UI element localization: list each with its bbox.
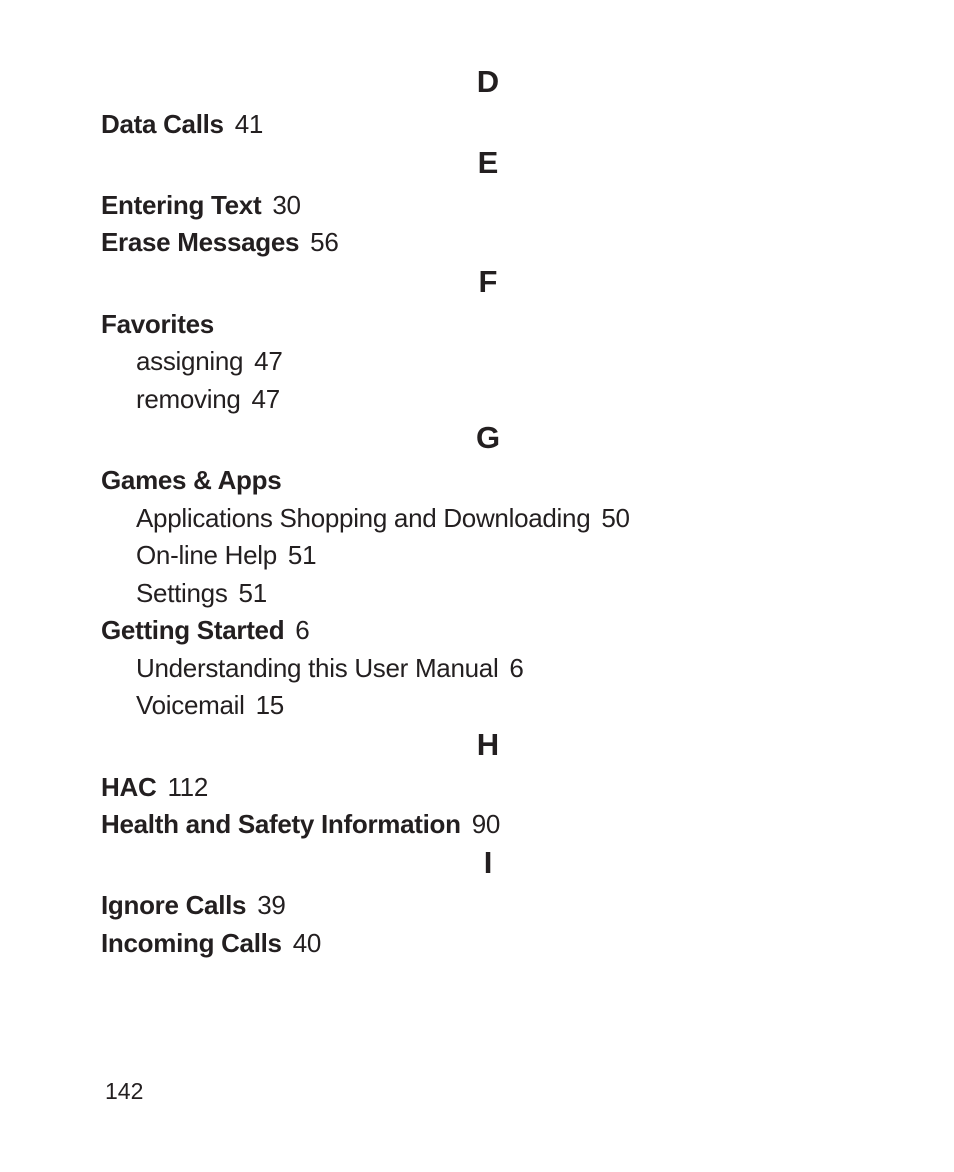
index-subterm: Applications Shopping and Downloading [136, 503, 591, 533]
index-subterm: removing [136, 384, 241, 414]
index-subentry [136, 384, 280, 414]
index-term: Getting Started [101, 615, 285, 645]
index-subentry [136, 653, 524, 683]
page-ref: 40 [292, 928, 322, 958]
page-ref: 51 [287, 540, 317, 570]
index-term: Data Calls [101, 109, 224, 139]
index-term: Favorites [101, 309, 214, 339]
page-ref: 90 [471, 809, 501, 839]
section-letter-i: I [483, 845, 493, 880]
index-subterm: Settings [136, 578, 228, 608]
page-ref: 30 [272, 190, 301, 220]
index-subentry [136, 690, 284, 720]
index-term: Games & Apps [101, 465, 282, 495]
index-entry [101, 772, 208, 802]
page-ref: 15 [255, 690, 284, 720]
index-entry [101, 928, 321, 958]
index-term: Erase Messages [101, 227, 300, 257]
page-number: 142 [105, 1078, 144, 1104]
page-ref: 112 [167, 772, 208, 802]
index-subterm: assigning [136, 346, 244, 376]
page-ref: 47 [251, 384, 280, 414]
index-term: Incoming Calls [101, 928, 282, 958]
index-term: Ignore Calls [101, 890, 247, 920]
section-letter-g: G [475, 420, 501, 455]
page-ref: 51 [238, 578, 267, 608]
index-subentry [136, 578, 267, 608]
index-term: Health and Safety Information [101, 809, 461, 839]
index-entry [101, 190, 301, 220]
index-entry [101, 809, 500, 839]
index-term: Entering Text [101, 190, 262, 220]
page-ref: 50 [601, 503, 630, 533]
page-ref: 6 [509, 653, 524, 683]
index-subentry [136, 503, 630, 533]
index-entry [101, 615, 309, 645]
page-ref: 39 [257, 890, 286, 920]
section-letter-h: H [476, 727, 500, 762]
index-term: HAC [101, 772, 157, 802]
section-letter-f: F [478, 264, 498, 299]
section-letter-d: D [476, 64, 500, 99]
page-ref: 47 [254, 346, 283, 376]
index-subterm: Voicemail [136, 690, 245, 720]
index-entry [101, 309, 214, 339]
index-subentry [136, 540, 316, 570]
index-entry [101, 109, 263, 139]
index-entry [101, 465, 281, 495]
page-ref: 56 [310, 227, 339, 257]
section-letter-e: E [477, 145, 499, 180]
index-subterm: Understanding this User Manual [136, 653, 499, 683]
page-ref: 6 [295, 615, 310, 645]
index-subterm: On-line Help [136, 540, 277, 570]
index-entry [101, 227, 339, 257]
page-ref: 41 [234, 109, 264, 139]
index-entry [101, 890, 286, 920]
index-subentry [136, 346, 282, 376]
